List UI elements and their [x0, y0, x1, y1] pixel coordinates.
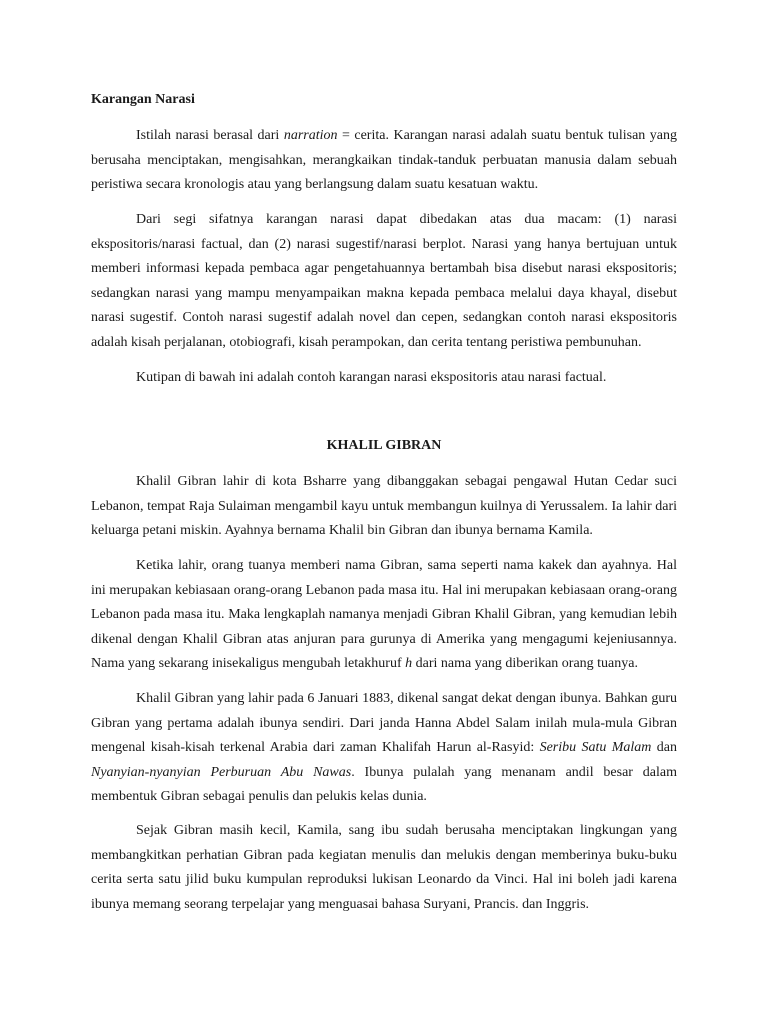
text-run: dan	[651, 740, 677, 756]
text-run: dari nama yang diberikan orang tuanya.	[412, 656, 638, 672]
text-run: Istilah narasi berasal dari	[136, 128, 284, 143]
paragraph-definition	[91, 124, 677, 198]
italic-book-title: Seribu Satu Malam	[539, 740, 652, 756]
paragraph-mother	[91, 687, 677, 810]
text-run: Ketika lahir, orang tuanya memberi nama Gibran, sama seperti nama kakek dan ayahnya. Hal ini merupakan kebiasaan orang-orang Lebanon pada masa itu. Hal ini merupakan kebiasaan orang-orang Lebanon pada masa itu. Maka lengkaplah namanya menjadi Gibran Khalil Gibran, yang kemudian lebih dikenal dengan Khalil Gibran atas anjuran para gurunya di Amerika yang mengagumi kejeniusannya. Nama yang sekarang inisekaligus mengubah letakhuruf	[91, 558, 677, 672]
text-run: = cerita. Karangan narasi adalah suatu bentuk tulisan yang berusaha menciptakan, mengisahkan, merangkaikan tindak-tanduk perbuatan manusia dalam sebuah peristiwa secara kronologis atau yang berlangsung dalam suatu kesatuan waktu.	[91, 128, 677, 193]
italic-letter: h	[405, 656, 413, 672]
italic-term: narration	[283, 128, 338, 143]
paragraph-childhood: Sejak Gibran masih kecil, Kamila, sang ibu sudah berusaha menciptakan lingkungan yang membangkitkan perhatian Gibran pada kegiatan menulis dan melukis dengan memberinya buku-buku cerita serta satu jilid buku kumpulan reproduksi lukisan Leonardo da Vinci. Hal ini boleh jadi karena ibunya memang seorang terpelajar yang menguasai bahasa Suryani, Prancis. dan Inggris.	[91, 823, 677, 912]
paragraph-name	[91, 554, 677, 677]
text-run: Khalil Gibran yang lahir pada 6 Januari 1883, dikenal sangat dekat dengan ibunya. Bahkan guru Gibran yang pertama adalah ibunya sendiri. Dari janda Hanna Abdel Salam inilah mula-mula Gibran mengenal kisah-kisah terkenal Arabia dari zaman Khalifah Harun al-Rasyid:	[91, 691, 677, 756]
paragraph-intro-quote: Kutipan di bawah ini adalah contoh karangan narasi ekspositoris atau narasi factual.	[136, 370, 607, 385]
article-title: KHALIL GIBRAN	[326, 438, 442, 453]
paragraph-birth: Khalil Gibran lahir di kota Bsharre yang dibanggakan sebagai pengawal Hutan Cedar suci Lebanon, tempat Raja Sulaiman mengambil kayu untuk membangun kuilnya di Yerussalem. Ia lahir dari keluarga petani miskin. Ayahnya bernama Khalil bin Gibran dan ibunya bernama Kamila.	[91, 474, 677, 539]
section-heading: Karangan Narasi	[91, 92, 195, 107]
italic-book-title: Nyanyian-nyanyian Perburuan Abu Nawas	[91, 764, 352, 780]
paragraph-types: Dari segi sifatnya karangan narasi dapat dibedakan atas dua macam: (1) narasi ekspositoris/narasi factual, dan (2) narasi sugestif/narasi berplot. Narasi yang hanya bertujuan untuk memberi informasi kepada pembaca agar pengetahuannya bertambah bisa disebut narasi ekspositoris; sedangkan narasi yang mampu menyampaikan makna kepada pembaca melalui daya khayal, disebut narasi sugestif. Contoh narasi sugestif adalah novel dan cepen, sedangkan contoh narasi ekspositoris adalah kisah perjalanan, otobiografi, kisah perampokan, dan cerita tentang peristiwa pembunuhan.	[91, 212, 677, 350]
text-run: . Ibunya pulalah yang menanam andil besar dalam membentuk Gibran sebagai penulis dan pelukis kelas dunia.	[91, 764, 677, 805]
